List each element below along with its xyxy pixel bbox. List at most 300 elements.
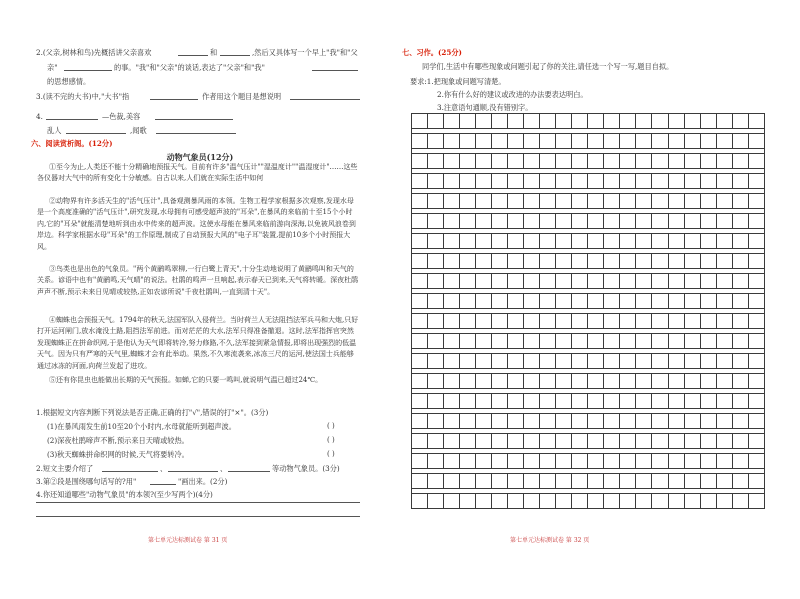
grid-cell[interactable] xyxy=(412,154,428,169)
grid-cell[interactable] xyxy=(556,314,572,329)
grid-cell[interactable] xyxy=(684,274,700,289)
grid-cell[interactable] xyxy=(716,474,732,489)
grid-cell[interactable] xyxy=(540,354,556,369)
grid-cell[interactable] xyxy=(684,174,700,189)
grid-cell[interactable] xyxy=(460,334,476,349)
grid-cell[interactable] xyxy=(652,114,668,129)
grid-cell[interactable] xyxy=(492,114,508,129)
grid-cell[interactable] xyxy=(524,194,540,209)
grid-cell[interactable] xyxy=(716,354,732,369)
grid-cell[interactable] xyxy=(444,214,460,229)
grid-cell[interactable] xyxy=(412,434,428,449)
grid-cell[interactable] xyxy=(540,254,556,269)
grid-cell[interactable] xyxy=(588,354,604,369)
grid-cell[interactable] xyxy=(476,394,492,409)
grid-cell[interactable] xyxy=(636,214,652,229)
grid-cell[interactable] xyxy=(524,414,540,429)
grid-cell[interactable] xyxy=(524,114,540,129)
grid-cell[interactable] xyxy=(684,454,700,469)
grid-cell[interactable] xyxy=(732,254,748,269)
grid-cell[interactable] xyxy=(636,254,652,269)
grid-cell[interactable] xyxy=(748,494,764,509)
grid-cell[interactable] xyxy=(652,194,668,209)
grid-cell[interactable] xyxy=(460,174,476,189)
grid-cell[interactable] xyxy=(716,414,732,429)
grid-cell[interactable] xyxy=(652,454,668,469)
grid-cell[interactable] xyxy=(636,234,652,249)
grid-cell[interactable] xyxy=(492,394,508,409)
grid-cell[interactable] xyxy=(620,134,636,149)
grid-cell[interactable] xyxy=(556,234,572,249)
grid-cell[interactable] xyxy=(684,354,700,369)
grid-cell[interactable] xyxy=(556,174,572,189)
grid-cell[interactable] xyxy=(700,234,716,249)
grid-cell[interactable] xyxy=(444,314,460,329)
grid-cell[interactable] xyxy=(620,234,636,249)
grid-cell[interactable] xyxy=(412,194,428,209)
grid-cell[interactable] xyxy=(476,174,492,189)
grid-cell[interactable] xyxy=(652,394,668,409)
blank[interactable] xyxy=(150,476,176,485)
grid-cell[interactable] xyxy=(716,394,732,409)
grid-cell[interactable] xyxy=(556,354,572,369)
grid-cell[interactable] xyxy=(428,254,444,269)
grid-cell[interactable] xyxy=(604,454,620,469)
grid-cell[interactable] xyxy=(492,214,508,229)
grid-cell[interactable] xyxy=(588,494,604,509)
grid-cell[interactable] xyxy=(620,374,636,389)
grid-cell[interactable] xyxy=(620,214,636,229)
grid-cell[interactable] xyxy=(700,394,716,409)
grid-cell[interactable] xyxy=(476,234,492,249)
grid-cell[interactable] xyxy=(492,334,508,349)
grid-cell[interactable] xyxy=(684,134,700,149)
grid-cell[interactable] xyxy=(524,214,540,229)
grid-cell[interactable] xyxy=(460,374,476,389)
grid-cell[interactable] xyxy=(700,474,716,489)
grid-cell[interactable] xyxy=(508,354,524,369)
grid-cell[interactable] xyxy=(444,334,460,349)
grid-cell[interactable] xyxy=(636,174,652,189)
grid-cell[interactable] xyxy=(668,274,684,289)
grid-cell[interactable] xyxy=(732,134,748,149)
grid-cell[interactable] xyxy=(412,134,428,149)
grid-cell[interactable] xyxy=(732,394,748,409)
grid-cell[interactable] xyxy=(508,414,524,429)
grid-cell[interactable] xyxy=(524,134,540,149)
grid-cell[interactable] xyxy=(508,474,524,489)
grid-cell[interactable] xyxy=(620,294,636,309)
grid-cell[interactable] xyxy=(636,274,652,289)
grid-cell[interactable] xyxy=(492,494,508,509)
grid-cell[interactable] xyxy=(444,234,460,249)
grid-cell[interactable] xyxy=(668,434,684,449)
answer-line[interactable] xyxy=(36,502,360,503)
grid-cell[interactable] xyxy=(716,334,732,349)
grid-cell[interactable] xyxy=(620,334,636,349)
grid-cell[interactable] xyxy=(444,254,460,269)
grid-cell[interactable] xyxy=(604,314,620,329)
grid-cell[interactable] xyxy=(604,234,620,249)
grid-cell[interactable] xyxy=(460,254,476,269)
grid-cell[interactable] xyxy=(636,374,652,389)
grid-cell[interactable] xyxy=(444,274,460,289)
grid-cell[interactable] xyxy=(636,334,652,349)
grid-cell[interactable] xyxy=(508,174,524,189)
grid-cell[interactable] xyxy=(732,314,748,329)
grid-cell[interactable] xyxy=(524,374,540,389)
grid-cell[interactable] xyxy=(588,374,604,389)
grid-cell[interactable] xyxy=(572,234,588,249)
grid-cell[interactable] xyxy=(540,294,556,309)
grid-cell[interactable] xyxy=(412,334,428,349)
grid-cell[interactable] xyxy=(540,134,556,149)
grid-cell[interactable] xyxy=(492,234,508,249)
grid-cell[interactable] xyxy=(604,214,620,229)
grid-cell[interactable] xyxy=(492,294,508,309)
grid-cell[interactable] xyxy=(636,354,652,369)
grid-cell[interactable] xyxy=(444,134,460,149)
grid-cell[interactable] xyxy=(684,334,700,349)
grid-cell[interactable] xyxy=(732,194,748,209)
grid-cell[interactable] xyxy=(572,394,588,409)
grid-cell[interactable] xyxy=(716,374,732,389)
grid-cell[interactable] xyxy=(508,234,524,249)
grid-cell[interactable] xyxy=(556,274,572,289)
grid-cell[interactable] xyxy=(492,154,508,169)
grid-cell[interactable] xyxy=(412,254,428,269)
grid-cell[interactable] xyxy=(412,354,428,369)
grid-cell[interactable] xyxy=(636,494,652,509)
grid-cell[interactable] xyxy=(620,174,636,189)
grid-cell[interactable] xyxy=(556,254,572,269)
essay-writing-grid[interactable] xyxy=(411,113,765,509)
grid-cell[interactable] xyxy=(460,134,476,149)
grid-cell[interactable] xyxy=(444,374,460,389)
grid-cell[interactable] xyxy=(668,254,684,269)
grid-cell[interactable] xyxy=(540,394,556,409)
grid-cell[interactable] xyxy=(604,434,620,449)
grid-cell[interactable] xyxy=(620,414,636,429)
grid-cell[interactable] xyxy=(444,434,460,449)
grid-cell[interactable] xyxy=(508,434,524,449)
grid-cell[interactable] xyxy=(444,494,460,509)
grid-cell[interactable] xyxy=(716,214,732,229)
grid-cell[interactable] xyxy=(748,134,764,149)
grid-cell[interactable] xyxy=(636,454,652,469)
grid-cell[interactable] xyxy=(428,454,444,469)
grid-cell[interactable] xyxy=(460,354,476,369)
grid-cell[interactable] xyxy=(524,454,540,469)
grid-cell[interactable] xyxy=(428,214,444,229)
grid-cell[interactable] xyxy=(556,494,572,509)
grid-cell[interactable] xyxy=(572,294,588,309)
grid-cell[interactable] xyxy=(540,414,556,429)
grid-cell[interactable] xyxy=(684,294,700,309)
grid-cell[interactable] xyxy=(588,454,604,469)
grid-cell[interactable] xyxy=(732,434,748,449)
grid-cell[interactable] xyxy=(540,174,556,189)
grid-cell[interactable] xyxy=(700,294,716,309)
grid-cell[interactable] xyxy=(716,114,732,129)
grid-cell[interactable] xyxy=(476,294,492,309)
grid-cell[interactable] xyxy=(540,334,556,349)
grid-cell[interactable] xyxy=(604,354,620,369)
grid-cell[interactable] xyxy=(652,314,668,329)
grid-cell[interactable] xyxy=(604,334,620,349)
grid-cell[interactable] xyxy=(684,414,700,429)
grid-cell[interactable] xyxy=(572,474,588,489)
grid-cell[interactable] xyxy=(572,214,588,229)
grid-cell[interactable] xyxy=(476,154,492,169)
grid-cell[interactable] xyxy=(684,494,700,509)
grid-cell[interactable] xyxy=(620,114,636,129)
grid-cell[interactable] xyxy=(540,194,556,209)
grid-cell[interactable] xyxy=(556,374,572,389)
grid-cell[interactable] xyxy=(588,234,604,249)
grid-cell[interactable] xyxy=(636,294,652,309)
grid-cell[interactable] xyxy=(732,334,748,349)
grid-cell[interactable] xyxy=(428,174,444,189)
grid-cell[interactable] xyxy=(540,154,556,169)
grid-cell[interactable] xyxy=(684,154,700,169)
grid-cell[interactable] xyxy=(716,254,732,269)
grid-cell[interactable] xyxy=(700,354,716,369)
grid-cell[interactable] xyxy=(668,214,684,229)
grid-cell[interactable] xyxy=(460,314,476,329)
grid-cell[interactable] xyxy=(476,474,492,489)
grid-cell[interactable] xyxy=(524,354,540,369)
grid-cell[interactable] xyxy=(476,134,492,149)
grid-cell[interactable] xyxy=(748,234,764,249)
grid-cell[interactable] xyxy=(604,154,620,169)
grid-cell[interactable] xyxy=(732,414,748,429)
grid-cell[interactable] xyxy=(636,134,652,149)
grid-cell[interactable] xyxy=(556,434,572,449)
grid-cell[interactable] xyxy=(684,114,700,129)
grid-cell[interactable] xyxy=(524,494,540,509)
grid-cell[interactable] xyxy=(588,114,604,129)
grid-cell[interactable] xyxy=(476,314,492,329)
grid-cell[interactable] xyxy=(492,134,508,149)
grid-cell[interactable] xyxy=(748,414,764,429)
grid-cell[interactable] xyxy=(572,434,588,449)
blank[interactable] xyxy=(290,91,360,100)
grid-cell[interactable] xyxy=(700,314,716,329)
grid-cell[interactable] xyxy=(460,394,476,409)
grid-cell[interactable] xyxy=(748,114,764,129)
grid-cell[interactable] xyxy=(668,314,684,329)
grid-cell[interactable] xyxy=(604,494,620,509)
grid-cell[interactable] xyxy=(556,474,572,489)
grid-cell[interactable] xyxy=(460,434,476,449)
grid-cell[interactable] xyxy=(428,194,444,209)
grid-cell[interactable] xyxy=(460,474,476,489)
grid-cell[interactable] xyxy=(476,354,492,369)
grid-cell[interactable] xyxy=(540,494,556,509)
grid-cell[interactable] xyxy=(460,194,476,209)
grid-cell[interactable] xyxy=(508,254,524,269)
grid-cell[interactable] xyxy=(572,194,588,209)
grid-cell[interactable] xyxy=(540,434,556,449)
grid-cell[interactable] xyxy=(572,314,588,329)
grid-cell[interactable] xyxy=(460,214,476,229)
grid-cell[interactable] xyxy=(604,394,620,409)
grid-cell[interactable] xyxy=(412,414,428,429)
grid-cell[interactable] xyxy=(684,254,700,269)
grid-cell[interactable] xyxy=(652,174,668,189)
grid-cell[interactable] xyxy=(620,254,636,269)
grid-cell[interactable] xyxy=(412,114,428,129)
grid-cell[interactable] xyxy=(540,214,556,229)
blank[interactable] xyxy=(64,62,112,71)
grid-cell[interactable] xyxy=(556,454,572,469)
grid-cell[interactable] xyxy=(428,494,444,509)
grid-cell[interactable] xyxy=(572,414,588,429)
grid-cell[interactable] xyxy=(460,154,476,169)
grid-cell[interactable] xyxy=(412,274,428,289)
grid-cell[interactable] xyxy=(604,134,620,149)
grid-cell[interactable] xyxy=(556,214,572,229)
grid-cell[interactable] xyxy=(700,454,716,469)
blank[interactable] xyxy=(46,111,98,120)
grid-cell[interactable] xyxy=(716,194,732,209)
grid-cell[interactable] xyxy=(700,434,716,449)
grid-cell[interactable] xyxy=(492,434,508,449)
grid-cell[interactable] xyxy=(684,214,700,229)
grid-cell[interactable] xyxy=(572,354,588,369)
grid-cell[interactable] xyxy=(748,434,764,449)
grid-cell[interactable] xyxy=(604,274,620,289)
grid-cell[interactable] xyxy=(716,154,732,169)
grid-cell[interactable] xyxy=(460,274,476,289)
grid-cell[interactable] xyxy=(684,234,700,249)
blank[interactable] xyxy=(66,125,126,134)
grid-cell[interactable] xyxy=(652,374,668,389)
blank[interactable] xyxy=(178,47,208,56)
grid-cell[interactable] xyxy=(444,294,460,309)
grid-cell[interactable] xyxy=(508,154,524,169)
grid-cell[interactable] xyxy=(476,334,492,349)
grid-cell[interactable] xyxy=(588,434,604,449)
grid-cell[interactable] xyxy=(668,114,684,129)
grid-cell[interactable] xyxy=(524,314,540,329)
grid-cell[interactable] xyxy=(620,354,636,369)
grid-cell[interactable] xyxy=(668,394,684,409)
grid-cell[interactable] xyxy=(588,294,604,309)
grid-cell[interactable] xyxy=(428,394,444,409)
grid-cell[interactable] xyxy=(460,454,476,469)
grid-cell[interactable] xyxy=(652,214,668,229)
blank[interactable] xyxy=(168,463,218,472)
grid-cell[interactable] xyxy=(428,314,444,329)
grid-cell[interactable] xyxy=(492,374,508,389)
grid-cell[interactable] xyxy=(428,114,444,129)
grid-cell[interactable] xyxy=(620,274,636,289)
grid-cell[interactable] xyxy=(540,374,556,389)
grid-cell[interactable] xyxy=(652,154,668,169)
grid-cell[interactable] xyxy=(460,294,476,309)
grid-cell[interactable] xyxy=(716,134,732,149)
answer-paren[interactable]: ( ) xyxy=(327,422,335,430)
grid-cell[interactable] xyxy=(524,274,540,289)
grid-cell[interactable] xyxy=(684,194,700,209)
grid-cell[interactable] xyxy=(444,454,460,469)
grid-cell[interactable] xyxy=(620,474,636,489)
grid-cell[interactable] xyxy=(588,394,604,409)
grid-cell[interactable] xyxy=(716,174,732,189)
grid-cell[interactable] xyxy=(588,214,604,229)
grid-cell[interactable] xyxy=(556,154,572,169)
grid-cell[interactable] xyxy=(588,174,604,189)
grid-cell[interactable] xyxy=(636,434,652,449)
grid-cell[interactable] xyxy=(508,274,524,289)
grid-cell[interactable] xyxy=(636,414,652,429)
grid-cell[interactable] xyxy=(716,434,732,449)
grid-cell[interactable] xyxy=(476,374,492,389)
grid-cell[interactable] xyxy=(668,354,684,369)
grid-cell[interactable] xyxy=(444,194,460,209)
grid-cell[interactable] xyxy=(620,434,636,449)
grid-cell[interactable] xyxy=(540,114,556,129)
grid-cell[interactable] xyxy=(604,114,620,129)
grid-cell[interactable] xyxy=(492,194,508,209)
grid-cell[interactable] xyxy=(508,214,524,229)
grid-cell[interactable] xyxy=(652,254,668,269)
grid-cell[interactable] xyxy=(540,234,556,249)
grid-cell[interactable] xyxy=(524,434,540,449)
grid-cell[interactable] xyxy=(652,414,668,429)
grid-cell[interactable] xyxy=(732,234,748,249)
grid-cell[interactable] xyxy=(668,454,684,469)
grid-cell[interactable] xyxy=(556,394,572,409)
grid-cell[interactable] xyxy=(540,474,556,489)
grid-cell[interactable] xyxy=(508,374,524,389)
grid-cell[interactable] xyxy=(460,114,476,129)
grid-cell[interactable] xyxy=(748,274,764,289)
grid-cell[interactable] xyxy=(476,454,492,469)
grid-cell[interactable] xyxy=(748,394,764,409)
grid-cell[interactable] xyxy=(588,474,604,489)
grid-cell[interactable] xyxy=(668,134,684,149)
grid-cell[interactable] xyxy=(716,294,732,309)
grid-cell[interactable] xyxy=(652,234,668,249)
grid-cell[interactable] xyxy=(428,374,444,389)
grid-cell[interactable] xyxy=(476,114,492,129)
grid-cell[interactable] xyxy=(588,194,604,209)
grid-cell[interactable] xyxy=(412,394,428,409)
grid-cell[interactable] xyxy=(492,454,508,469)
grid-cell[interactable] xyxy=(636,154,652,169)
grid-cell[interactable] xyxy=(588,274,604,289)
grid-cell[interactable] xyxy=(508,134,524,149)
grid-cell[interactable] xyxy=(540,314,556,329)
grid-cell[interactable] xyxy=(492,174,508,189)
grid-cell[interactable] xyxy=(444,154,460,169)
grid-cell[interactable] xyxy=(716,274,732,289)
blank[interactable] xyxy=(220,47,250,56)
grid-cell[interactable] xyxy=(668,194,684,209)
grid-cell[interactable] xyxy=(572,334,588,349)
grid-cell[interactable] xyxy=(732,454,748,469)
grid-cell[interactable] xyxy=(620,154,636,169)
grid-cell[interactable] xyxy=(476,194,492,209)
grid-cell[interactable] xyxy=(428,334,444,349)
grid-cell[interactable] xyxy=(476,254,492,269)
grid-cell[interactable] xyxy=(476,434,492,449)
grid-cell[interactable] xyxy=(508,454,524,469)
grid-cell[interactable] xyxy=(444,174,460,189)
